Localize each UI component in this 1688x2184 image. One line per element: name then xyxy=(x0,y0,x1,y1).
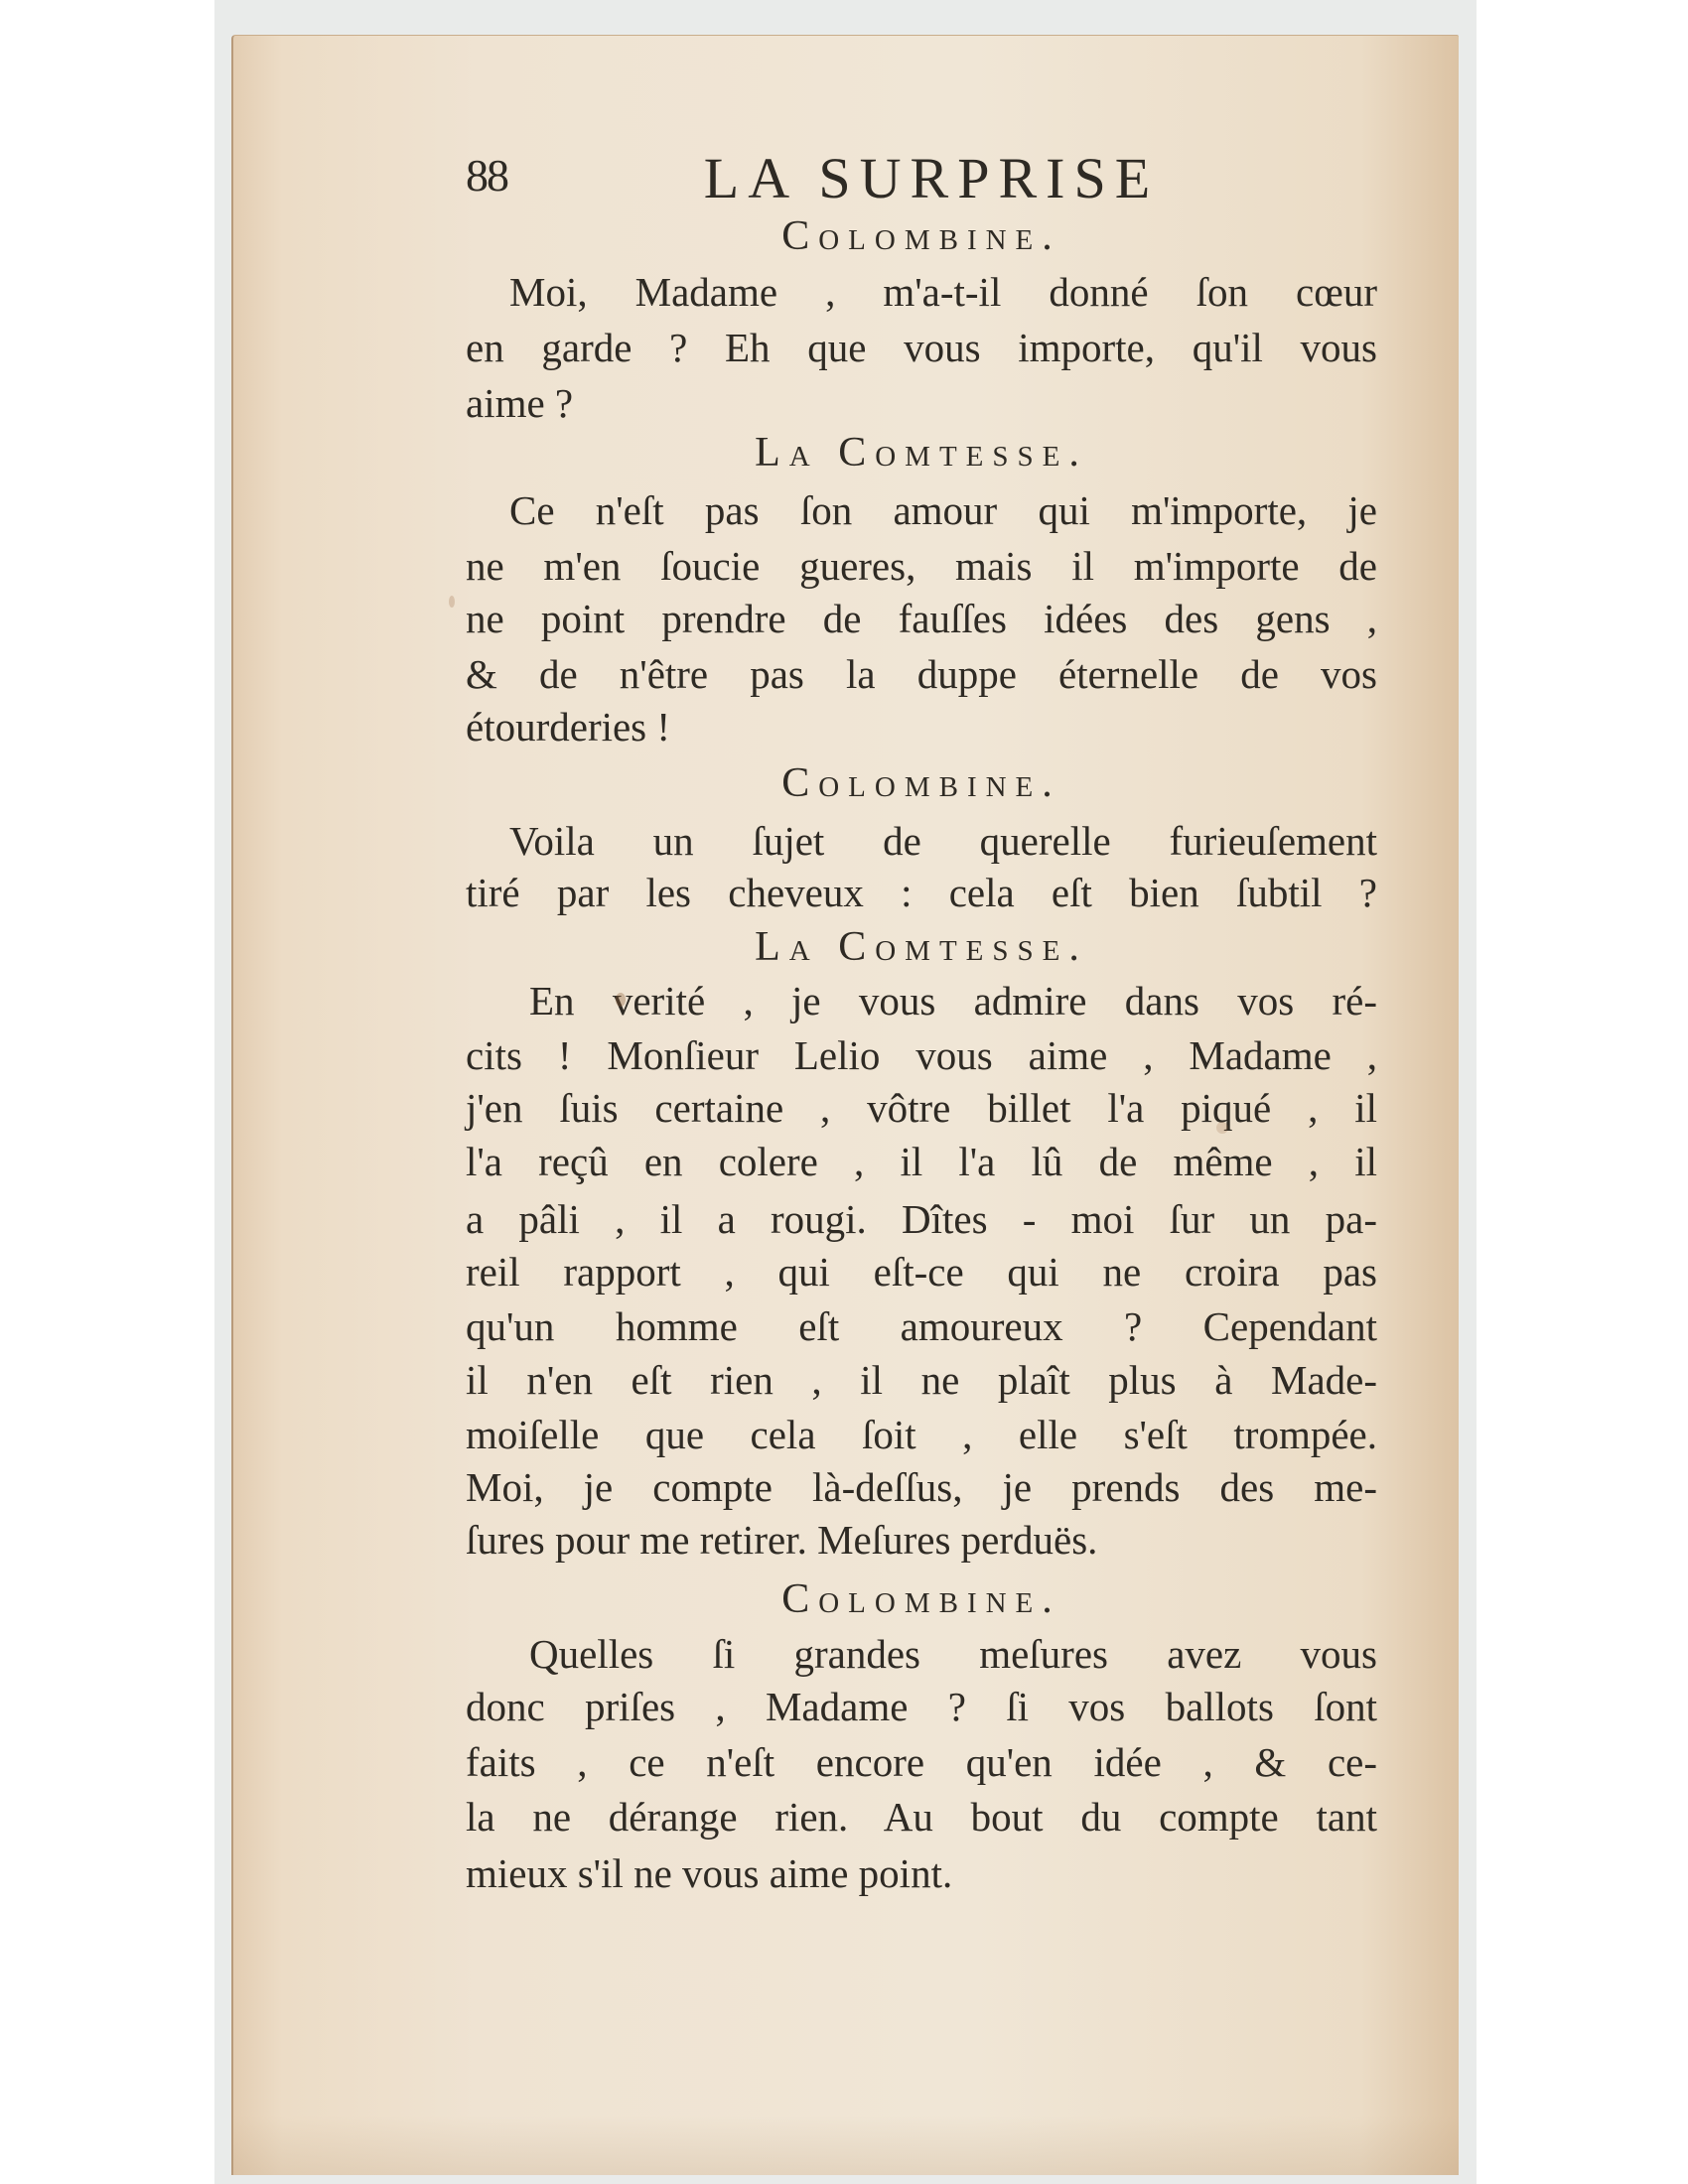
text-line: Voila un ſujet de querelle furieuſement xyxy=(509,818,1377,864)
text-line: cits ! Monſieur Lelio vous aime , Madame , xyxy=(466,1032,1377,1078)
text-line: a pâli , il a rougi. Dîtes - moi ſur un pa- xyxy=(466,1196,1377,1242)
text-line: l'a reçû en colere , il l'a lû de même , il xyxy=(466,1139,1377,1184)
foxing-spot xyxy=(616,993,626,1007)
text-line: aime ? xyxy=(466,380,574,426)
text-line: qu'un homme eſt amoureux ? Cependant xyxy=(466,1303,1377,1349)
running-title: LA SURPRISE xyxy=(703,146,1160,210)
foxing-spot xyxy=(449,596,455,608)
speaker-heading: Colombine. xyxy=(781,760,1061,806)
running-head xyxy=(466,145,1377,210)
speaker-heading: Colombine. xyxy=(781,1576,1061,1622)
text-line: ne m'en ſoucie gueres, mais il m'importe de xyxy=(466,543,1377,589)
text-line: en garde ? Eh que vous importe, qu'il vous xyxy=(466,325,1377,370)
speaker-heading: Colombine. xyxy=(781,213,1061,259)
text-line: reil rapport , qui eſt-ce qui ne croira pas xyxy=(466,1249,1377,1295)
text-line: En verité , je vous admire dans vos ré- xyxy=(529,978,1377,1024)
text-line: Quelles ſi grandes meſures avez vous xyxy=(529,1631,1377,1677)
text-line: moiſelle que cela ſoit , elle s'eſt trompée. xyxy=(466,1412,1377,1457)
text-line: ſures pour me retirer. Meſures perduës. xyxy=(466,1517,1098,1563)
text-line: & de n'être pas la duppe éternelle de vos xyxy=(466,651,1377,697)
text-line: faits , ce n'eſt encore qu'en idée , & ce- xyxy=(466,1739,1377,1785)
text-line: donc priſes , Madame ? ſi vos ballots ſont xyxy=(466,1684,1377,1729)
text-line: Ce n'eſt pas ſon amour qui m'importe, je xyxy=(509,487,1377,533)
text-line: il n'en eſt rien , il ne plaît plus à Made- xyxy=(466,1357,1377,1403)
text-line: mieux s'il ne vous aime point. xyxy=(466,1850,953,1896)
text-line: la ne dérange rien. Au bout du compte tant xyxy=(466,1794,1377,1840)
speaker-heading: La Comtesse. xyxy=(755,430,1088,476)
text-line: Moi, je compte là-deſſus, je prends des me- xyxy=(466,1464,1377,1510)
page-number: 88 xyxy=(466,150,507,201)
text-line: étourderies ! xyxy=(466,704,671,750)
text-line: Moi, Madame , m'a-t-il donné ſon cœur xyxy=(509,269,1377,315)
text-line: j'en ſuis certaine , vôtre billet l'a piqué , il xyxy=(466,1085,1377,1131)
speaker-heading: La Comtesse. xyxy=(755,924,1088,970)
text-line: ne point prendre de fauſſes idées des gens , xyxy=(466,596,1377,641)
text-line: tiré par les cheveux : cela eſt bien ſubtil ? xyxy=(466,870,1377,915)
foxing-spot xyxy=(1216,1122,1228,1134)
